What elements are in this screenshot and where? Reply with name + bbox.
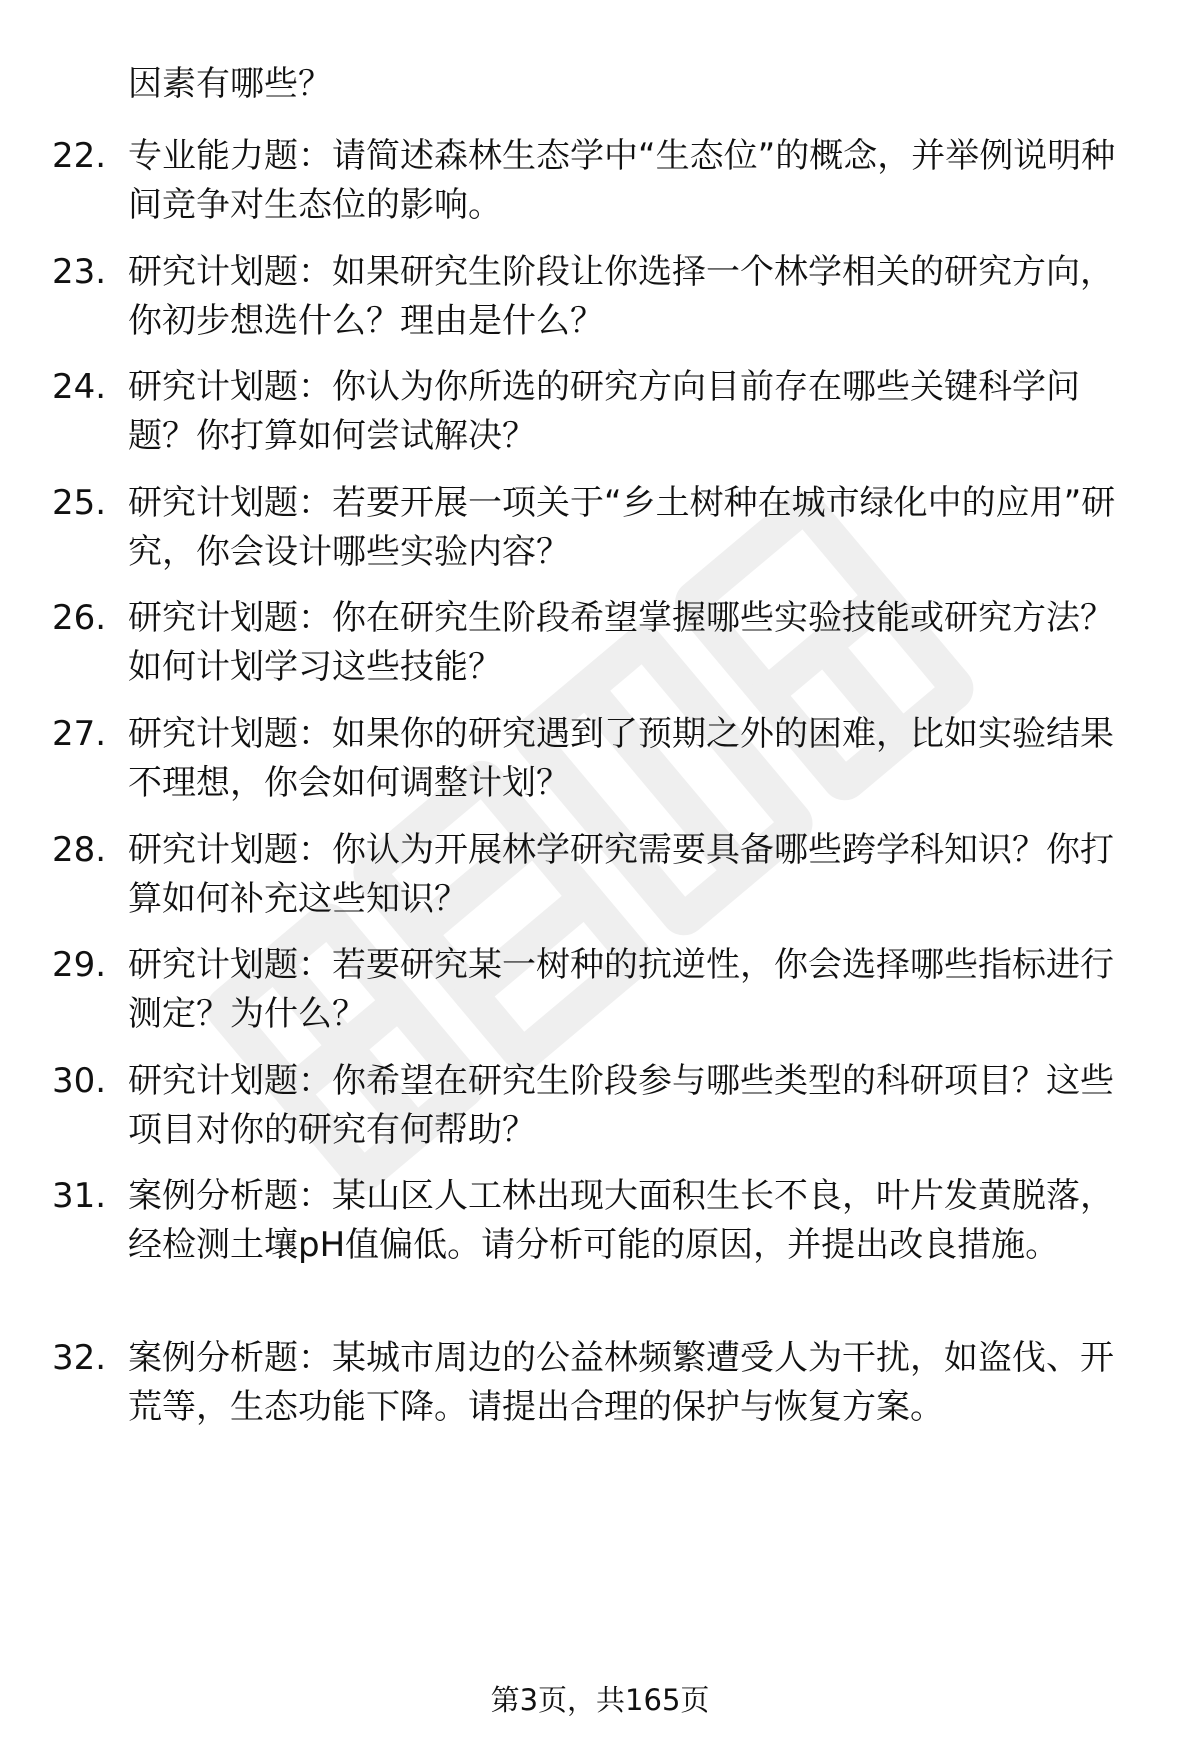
question-number: 30. bbox=[52, 1061, 107, 1101]
question-text: 研究计划题：你希望在研究生阶段参与哪些类型的科研项目？这些项目对你的研究有何帮助？ bbox=[128, 1061, 1114, 1150]
question-text: 研究计划题：若要研究某一树种的抗逆性，你会选择哪些指标进行测定？为什么？ bbox=[128, 945, 1114, 1034]
question-text: 研究计划题：如果研究生阶段让你选择一个林学相关的研究方向，你初步想选什么？理由是什么？ bbox=[128, 252, 1114, 341]
question-number: 26. bbox=[52, 598, 107, 638]
question-text: 研究计划题：若要开展一项关于“乡土树种在城市绿化中的应用”研究，你会设计哪些实验内容？ bbox=[128, 483, 1116, 572]
question-number: 29. bbox=[52, 945, 107, 985]
question-text: 研究计划题：你认为开展林学研究需要具备哪些跨学科知识？你打算如何补充这些知识？ bbox=[128, 830, 1114, 919]
question-number: 22. bbox=[52, 136, 107, 176]
question-text: 研究计划题：如果你的研究遇到了预期之外的困难，比如实验结果不理想，你会如何调整计划？ bbox=[128, 714, 1114, 803]
question-text: 研究计划题：你认为你所选的研究方向目前存在哪些关键科学问题？你打算如何尝试解决？ bbox=[128, 367, 1080, 456]
question-number: 27. bbox=[52, 714, 107, 754]
question-text: 专业能力题：请简述森林生态学中“生态位”的概念，并举例说明种间竞争对生态位的影响。 bbox=[128, 136, 1116, 225]
question-number: 32. bbox=[52, 1338, 107, 1378]
page-footer: 第3页，共165页 bbox=[490, 1683, 710, 1717]
question-number: 23. bbox=[52, 252, 107, 292]
question-text: 研究计划题：你在研究生阶段希望掌握哪些实验技能或研究方法？如何计划学习这些技能？ bbox=[128, 598, 1114, 687]
question-number: 28. bbox=[52, 830, 107, 870]
question-number: 24. bbox=[52, 367, 107, 407]
question-text: 案例分析题：某山区人工林出现大面积生长不良，叶片发黄脱落，经检测土壤pH值偏低。请分析可能的原因，并提出改良措施。 bbox=[128, 1176, 1114, 1265]
question-number: 25. bbox=[52, 483, 107, 523]
continued-question-text: 因素有哪些？ bbox=[128, 64, 332, 104]
question-text: 案例分析题：某城市周边的公益林频繁遭受人为干扰，如盗伐、开荒等，生态功能下降。请提出合理的保护与恢复方案。 bbox=[128, 1338, 1114, 1427]
question-number: 31. bbox=[52, 1176, 107, 1216]
